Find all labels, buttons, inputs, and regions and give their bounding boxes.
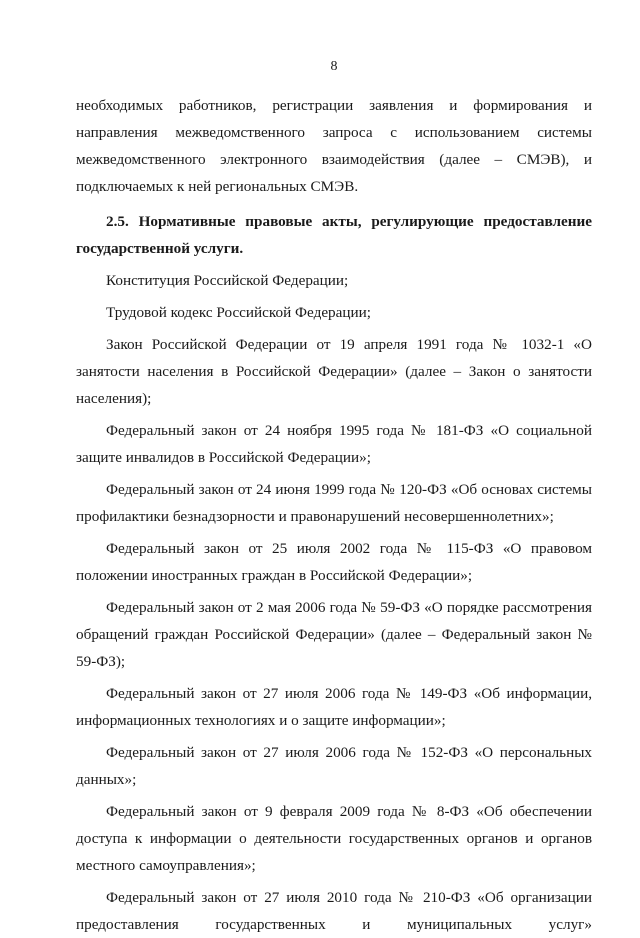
- act-120-fz: Федеральный закон от 24 июня 1999 года № 120-ФЗ «Об основах системы профилактики безнадзорности и правонарушений несовершеннолетних»;: [76, 481, 592, 525]
- act-constitution: Конституция Российской Федерации;: [106, 272, 349, 289]
- act-115-fz: Федеральный закон от 25 июля 2002 года № 115-ФЗ «О правовом положении иностранных граждан в Российской Федерации»;: [76, 540, 592, 584]
- document-body: [76, 92, 592, 938]
- section-heading: 2.5. Нормативные правовые акты, регулирующие предоставление государственной услуги.: [76, 213, 592, 257]
- act-labor-code: Трудовой кодекс Российской Федерации;: [106, 304, 371, 321]
- act-59-fz: Федеральный закон от 2 мая 2006 года № 59-ФЗ «О порядке рассмотрения обращений граждан Российской Федерации» (далее – Федеральный закон № 59-ФЗ);: [76, 599, 592, 670]
- act-employment-law: Закон Российской Федерации от 19 апреля 1991 года № 1032-1 «О занятости населения в Российской Федерации» (далее – Закон о занятости населения);: [76, 336, 592, 407]
- intro-paragraph: необходимых работников, регистрации заявления и формирования и направления межведомственного запроса с использованием системы межведомственного электронного взаимодействия (далее – СМЭВ), и подключаемых к ней региональных СМЭВ.: [76, 97, 592, 195]
- act-149-fz: Федеральный закон от 27 июля 2006 года № 149-ФЗ «Об информации, информационных технологиях и о защите информации»;: [76, 685, 592, 729]
- act-8-fz: Федеральный закон от 9 февраля 2009 года № 8-ФЗ «Об обеспечении доступа к информации о деятельности государственных органов и органов местного самоуправления»;: [76, 803, 592, 874]
- document-page: [76, 0, 592, 933]
- act-210-fz: Федеральный закон от 27 июля 2010 года № 210-ФЗ «Об организации предоставления государственных и муниципальных услуг»: [76, 889, 592, 933]
- act-152-fz: Федеральный закон от 27 июля 2006 года № 152-ФЗ «О персональных данных»;: [76, 744, 592, 788]
- act-181-fz: Федеральный закон от 24 ноября 1995 года № 181-ФЗ «О социальной защите инвалидов в Российской Федерации»;: [76, 422, 592, 466]
- page-number: 8: [330, 59, 338, 74]
